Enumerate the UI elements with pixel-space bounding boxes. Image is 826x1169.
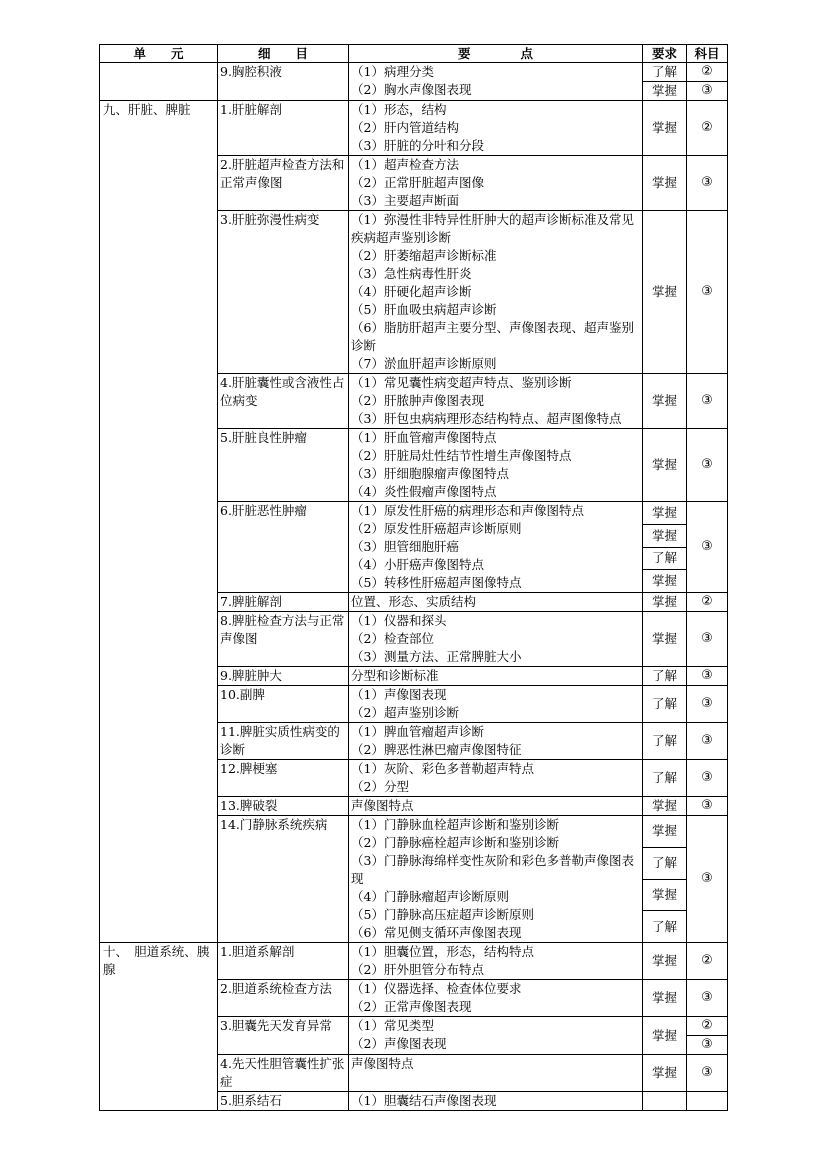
item-cell: 13.脾破裂: [218, 797, 349, 816]
point-line: （1）原发性肝癌的病理形态和声像图特点: [351, 503, 584, 518]
header-requirement: 要求: [643, 45, 687, 63]
requirement-cell-part: 掌握: [643, 879, 686, 911]
subject-cell: ③: [687, 816, 728, 943]
subject-cell: ③: [687, 374, 728, 429]
points-cell: [349, 980, 643, 1017]
requirement-cell: 掌握: [643, 156, 687, 211]
point-line: （4）小肝癌声像图特点: [351, 557, 484, 572]
requirement-cell: 了解: [643, 667, 687, 686]
subject-cell: ③: [687, 797, 728, 816]
item-cell: 4.肝脏囊性或含液性占位病变: [218, 374, 349, 429]
point-line: （2）检查部位: [351, 631, 434, 646]
points-cell: [349, 156, 643, 211]
item-cell: 5.肝脏良性肿瘤: [218, 429, 349, 502]
point-line: （1）门静脉血栓超声诊断和鉴别诊断: [351, 817, 559, 832]
requirement-cell-part: 了解: [643, 910, 686, 942]
requirement-cell-part: 掌握: [643, 524, 686, 547]
point-line: 分型和诊断标准: [351, 668, 439, 683]
points-cell: [349, 816, 643, 943]
point-line: （1）声像图表现: [351, 687, 447, 702]
requirement-cell: [643, 816, 687, 943]
requirement-cell: 掌握: [643, 211, 687, 374]
item-cell: 12.脾梗塞: [218, 760, 349, 797]
points-cell: [349, 667, 643, 686]
requirement-cell: 掌握: [643, 374, 687, 429]
subject-cell: ③: [687, 1055, 728, 1092]
requirement-cell-part: 了解: [643, 547, 686, 570]
point-line: （1）仪器和探头: [351, 613, 447, 628]
points-cell: [349, 723, 643, 760]
points-cell: [349, 1055, 643, 1092]
requirement-cell: 了解: [643, 723, 687, 760]
point-line: （2）门静脉癌栓超声诊断和鉴别诊断: [351, 835, 559, 850]
point-line: （1）仪器选择、检查体位要求: [351, 981, 522, 996]
points-cell: [349, 797, 643, 816]
item-cell: 1.胆道系解剖: [218, 943, 349, 980]
requirement-cell: 掌握: [643, 593, 687, 612]
requirement-cell: [643, 1092, 687, 1111]
point-line: （2）肝脓肿声像图表现: [351, 393, 484, 408]
point-line: （3）胆管细胞肝癌: [351, 539, 459, 554]
header-subject: 科目: [687, 45, 728, 63]
point-line: （1）肝血管瘤声像图特点: [351, 430, 497, 445]
requirement-cell-part: 了解: [651, 64, 677, 79]
points-cell: [349, 502, 643, 593]
point-line: 声像图特点: [351, 1056, 414, 1071]
header-unit: 单 元: [100, 45, 218, 63]
point-line: （2）声像图表现: [351, 1036, 447, 1051]
points-cell: [349, 101, 643, 156]
requirement-cell: 掌握: [643, 1017, 687, 1055]
point-line: （2）原发性肝癌超声诊断原则: [351, 521, 522, 536]
point-line: （5）门静脉高压症超声诊断原则: [351, 907, 534, 922]
point-line: （1）胆囊位置，形态，结构特点: [351, 944, 534, 959]
points-cell: [349, 374, 643, 429]
subject-cell-part: ②: [701, 1018, 713, 1033]
item-cell: 2.胆道系统检查方法: [218, 980, 349, 1017]
subject-cell-part: ③: [687, 1035, 727, 1054]
requirement-cell: 掌握: [643, 797, 687, 816]
subject-cell: ③: [687, 667, 728, 686]
subject-cell-part: ③: [687, 81, 727, 100]
subject-cell: ②: [687, 593, 728, 612]
subject-cell: ③: [687, 156, 728, 211]
item-cell: 4.先天性胆管囊性扩张症: [218, 1055, 349, 1092]
subject-cell: ②: [687, 943, 728, 980]
point-line: （1）弥漫性非特异性肝肿大的超声诊断标准及常见疾病超声鉴别诊断: [351, 212, 634, 245]
requirement-cell-part: 了解: [643, 847, 686, 879]
point-line: （4）门静脉瘤超声诊断原则: [351, 889, 509, 904]
subject-cell: ③: [687, 686, 728, 723]
item-cell: 10.副脾: [218, 686, 349, 723]
subject-cell: ③: [687, 211, 728, 374]
subject-cell: [687, 1017, 728, 1055]
points-cell: [349, 63, 643, 101]
requirement-cell-part: 掌握: [643, 81, 686, 100]
syllabus-table: [99, 44, 728, 1111]
point-line: （2）正常声像图表现: [351, 999, 472, 1014]
point-line: （2）肝脏局灶性结节性增生声像图特点: [351, 448, 572, 463]
point-line: （2）肝外胆管分布特点: [351, 962, 484, 977]
requirement-cell: 掌握: [643, 429, 687, 502]
point-line: （3）急性病毒性肝炎: [351, 266, 472, 281]
points-cell: [349, 211, 643, 374]
item-cell: 7.脾脏解剖: [218, 593, 349, 612]
point-line: （2）超声鉴别诊断: [351, 705, 459, 720]
requirement-cell-part: 掌握: [651, 823, 677, 839]
table-row: [100, 943, 728, 980]
point-line: （1）脾血管瘤超声诊断: [351, 724, 484, 739]
requirement-cell: [643, 502, 687, 593]
subject-cell: ②: [687, 101, 728, 156]
point-line: （4）肝硬化超声诊断: [351, 284, 472, 299]
unit-cell: [100, 63, 218, 101]
subject-cell: ③: [687, 760, 728, 797]
item-cell: 2.肝脏超声检查方法和正常声像图: [218, 156, 349, 211]
item-cell: 1.肝脏解剖: [218, 101, 349, 156]
item-cell: 6.肝脏恶性肿瘤: [218, 502, 349, 593]
subject-cell-part: ②: [701, 64, 713, 79]
points-cell: [349, 760, 643, 797]
syllabus-body: [100, 63, 728, 1111]
point-line: （7）淤血肝超声诊断原则: [351, 356, 497, 371]
unit-cell: 九、肝脏、脾脏: [100, 101, 218, 943]
requirement-cell: 了解: [643, 686, 687, 723]
subject-cell: ③: [687, 980, 728, 1017]
syllabus-sheet: [99, 44, 727, 1111]
subject-cell: [687, 1092, 728, 1111]
point-line: （1）常见类型: [351, 1018, 434, 1033]
point-line: 位置、形态、实质结构: [351, 594, 477, 609]
item-cell: 14.门静脉系统疾病: [218, 816, 349, 943]
requirement-cell: 掌握: [643, 612, 687, 667]
point-line: （2）胸水声像图表现: [351, 82, 472, 97]
item-cell: 5.胆系结石: [218, 1092, 349, 1111]
point-line: （2）肝萎缩超声诊断标准: [351, 248, 497, 263]
requirement-cell-part: 掌握: [651, 504, 677, 520]
requirement-cell: 掌握: [643, 980, 687, 1017]
point-line: （1）形态，结构: [351, 102, 447, 117]
item-cell: 3.胆囊先天发育异常: [218, 1017, 349, 1055]
item-cell: 3.肝脏弥漫性病变: [218, 211, 349, 374]
requirement-cell: 掌握: [643, 101, 687, 156]
subject-cell: ③: [687, 723, 728, 760]
point-line: （1）超声检查方法: [351, 157, 459, 172]
point-line: （2）正常肝脏超声图像: [351, 175, 484, 190]
point-line: （3）肝脏的分叶和分段: [351, 138, 484, 153]
point-line: 声像图特点: [351, 798, 414, 813]
points-cell: [349, 429, 643, 502]
point-line: （4）炎性假瘤声像图特点: [351, 484, 497, 499]
subject-cell: ③: [687, 612, 728, 667]
header-points: 要 点: [349, 45, 643, 63]
point-line: （3）肝包虫病病理形态结构特点、超声图像特点: [351, 411, 622, 426]
table-row: [100, 63, 728, 101]
item-cell: 8.脾脏检查方法与正常声像图: [218, 612, 349, 667]
point-line: （2）分型: [351, 779, 409, 794]
point-line: （1）常见囊性病变超声特点、鉴别诊断: [351, 375, 572, 390]
point-line: （2）肝内管道结构: [351, 120, 459, 135]
point-line: （1）胆囊结石声像图表现: [351, 1093, 497, 1108]
point-line: （1）灰阶、彩色多普勒超声特点: [351, 761, 534, 776]
item-cell: 11.脾脏实质性病变的诊断: [218, 723, 349, 760]
subject-cell: ③: [687, 502, 728, 593]
points-cell: [349, 686, 643, 723]
point-line: （5）肝血吸虫病超声诊断: [351, 302, 497, 317]
requirement-cell: 了解: [643, 760, 687, 797]
point-line: （1）病理分类: [351, 64, 434, 79]
item-cell: 9.脾脏肿大: [218, 667, 349, 686]
subject-cell: [687, 63, 728, 101]
requirement-cell-part: 掌握: [643, 569, 686, 592]
unit-cell: 十、 胆道系统、胰腺: [100, 943, 218, 1111]
points-cell: [349, 1092, 643, 1111]
point-line: （6）常见侧支循环声像图表现: [351, 925, 522, 940]
item-cell: 9.胸腔积液: [218, 63, 349, 101]
point-line: （3）主要超声断面: [351, 193, 459, 208]
requirement-cell: [643, 63, 687, 101]
point-line: （6）脂肪肝超声主要分型、声像图表现、超声鉴别诊断: [351, 320, 634, 353]
points-cell: [349, 943, 643, 980]
point-line: （5）转移性肝癌超声图像特点: [351, 575, 522, 590]
requirement-cell: 掌握: [643, 1055, 687, 1092]
points-cell: [349, 1017, 643, 1055]
header-row: [100, 45, 728, 63]
points-cell: [349, 593, 643, 612]
point-line: （3）测量方法、正常脾脏大小: [351, 649, 522, 664]
requirement-cell: 掌握: [643, 943, 687, 980]
table-row: [100, 101, 728, 156]
header-item: 细 目: [218, 45, 349, 63]
subject-cell: ③: [687, 429, 728, 502]
point-line: （3）肝细胞腺瘤声像图特点: [351, 466, 509, 481]
point-line: （3）门静脉海绵样变性灰阶和彩色多普勒声像图表现: [351, 853, 634, 886]
point-line: （2）脾恶性淋巴瘤声像图特征: [351, 742, 522, 757]
points-cell: [349, 612, 643, 667]
